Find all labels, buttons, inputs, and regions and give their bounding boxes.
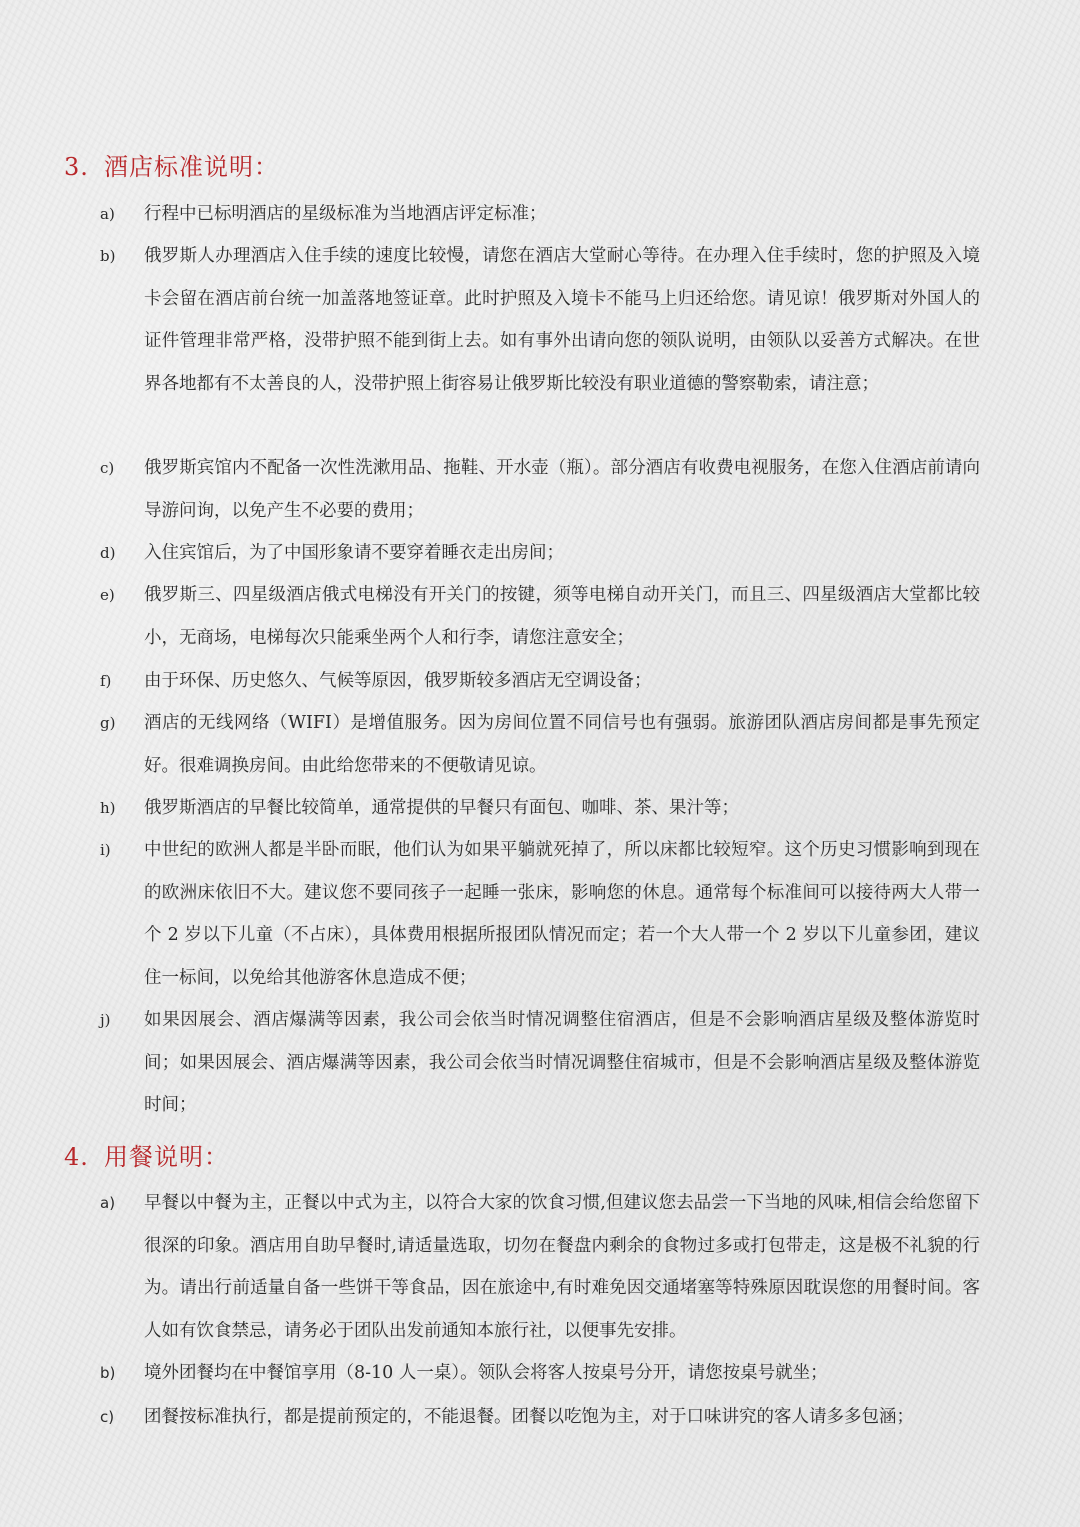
- list-item-hotel-b: [100, 235, 980, 405]
- list-item-meals-c: [100, 1396, 980, 1439]
- list-item-hotel-f: [100, 660, 980, 703]
- list-item-text: 俄罗斯宾馆内不配备一次性洗漱用品、拖鞋、开水壶（瓶）。部分酒店有收费电视服务，在您入住酒店前请向导游问询，以免产生不必要的费用；: [144, 458, 980, 521]
- list-item-text: 行程中已标明酒店的星级标准为当地酒店评定标准；: [144, 204, 547, 224]
- list-item-meals-b: [100, 1352, 980, 1395]
- list-item-hotel-e: [100, 574, 980, 659]
- list-marker: d): [100, 544, 116, 562]
- list-item-hotel-c: [100, 447, 980, 532]
- section-title-meals: [64, 1137, 229, 1172]
- list-item-text: 俄罗斯酒店的早餐比较简单，通常提供的早餐只有面包、咖啡、茶、果汁等；: [144, 798, 739, 818]
- list-item-hotel-h: [100, 787, 980, 830]
- list-marker: e): [100, 586, 115, 604]
- list-item-text: 境外团餐均在中餐馆享用（8-10 人一桌）。领队会将客人按桌号分开，请您按桌号就坐；: [144, 1363, 828, 1383]
- list-marker: b): [100, 1364, 116, 1382]
- list-item-text: 团餐按标准执行，都是提前预定的，不能退餐。团餐以吃饱为主，对于口味讲究的客人请多多包涵；: [144, 1407, 914, 1427]
- list-marker: h): [100, 799, 116, 817]
- list-item-text: 由于环保、历史悠久、气候等原因，俄罗斯较多酒店无空调设备；: [144, 671, 652, 691]
- section-heading: 酒店标准说明：: [104, 153, 279, 181]
- list-item-meals-a: [100, 1182, 980, 1352]
- section-title-hotel-standards: [64, 147, 279, 182]
- section-heading: 用餐说明：: [104, 1143, 229, 1171]
- section-number: 4.: [64, 1143, 89, 1171]
- list-marker: a): [100, 1194, 116, 1212]
- list-item-text: 早餐以中餐为主，正餐以中式为主，以符合大家的饮食习惯,但建议您去品尝一下当地的风味,相信会给您留下很深的印象。酒店用自助早餐时,请适量选取，切勿在餐盘内剩余的食物过多或打包带走，这是极不礼貌的行为。请出行前适量自备一些饼干等食品，因在旅途中,有时难免因交通堵塞等特殊原因耽误您的用餐时间。客人如有饮食禁忌，请务必于团队出发前通知本旅行社，以便事先安排。: [144, 1193, 980, 1341]
- list-marker: f): [100, 672, 112, 690]
- list-item-hotel-g: [100, 702, 980, 787]
- list-item-hotel-d: [100, 532, 980, 575]
- list-marker: i): [100, 841, 111, 859]
- list-item-text: 中世纪的欧洲人都是半卧而眠，他们认为如果平躺就死掉了，所以床都比较短窄。这个历史习惯影响到现在的欧洲床依旧不大。建议您不要同孩子一起睡一张床，影响您的休息。通常每个标准间可以接待两大人带一个 2 岁以下儿童（不占床），具体费用根据所报团队情况而定；若一个大人带一个 2 岁以下儿童参团，建议住一标间，以免给其他游客休息造成不便；: [144, 840, 980, 988]
- list-marker: g): [100, 714, 116, 732]
- list-item-text: 入住宾馆后，为了中国形象请不要穿着睡衣走出房间；: [144, 543, 564, 563]
- list-item-text: 酒店的无线网络（WIFI）是增值服务。因为房间位置不同信号也有强弱。旅游团队酒店房间都是事先预定好。很难调换房间。由此给您带来的不便敬请见谅。: [144, 713, 980, 776]
- list-marker: b): [100, 247, 116, 265]
- list-item-hotel-j: [100, 999, 980, 1127]
- list-item-text: 俄罗斯人办理酒店入住手续的速度比较慢，请您在酒店大堂耐心等待。在办理入住手续时，您的护照及入境卡会留在酒店前台统一加盖落地签证章。此时护照及入境卡不能马上归还给您。请见谅！俄罗斯对外国人的证件管理非常严格，没带护照不能到街上去。如有事外出请向您的领队说明，由领队以妥善方式解决。在世界各地都有不太善良的人，没带护照上街容易让俄罗斯比较没有职业道德的警察勒索，请注意；: [144, 246, 980, 394]
- list-marker: a): [100, 205, 115, 223]
- list-item-hotel-i: [100, 829, 980, 999]
- list-item-text: 俄罗斯三、四星级酒店俄式电梯没有开关门的按键，须等电梯自动开关门，而且三、四星级酒店大堂都比较小，无商场，电梯每次只能乘坐两个人和行李，请您注意安全；: [144, 585, 980, 648]
- list-marker: c): [100, 1408, 115, 1426]
- list-item-hotel-a: [100, 193, 980, 236]
- list-marker: j): [100, 1011, 111, 1029]
- list-item-text: 如果因展会、酒店爆满等因素，我公司会依当时情况调整住宿酒店，但是不会影响酒店星级及整体游览时间；如果因展会、酒店爆满等因素，我公司会依当时情况调整住宿城市，但是不会影响酒店星级及整体游览时间；: [144, 1010, 980, 1115]
- list-marker: c): [100, 459, 115, 477]
- section-number: 3.: [64, 153, 89, 181]
